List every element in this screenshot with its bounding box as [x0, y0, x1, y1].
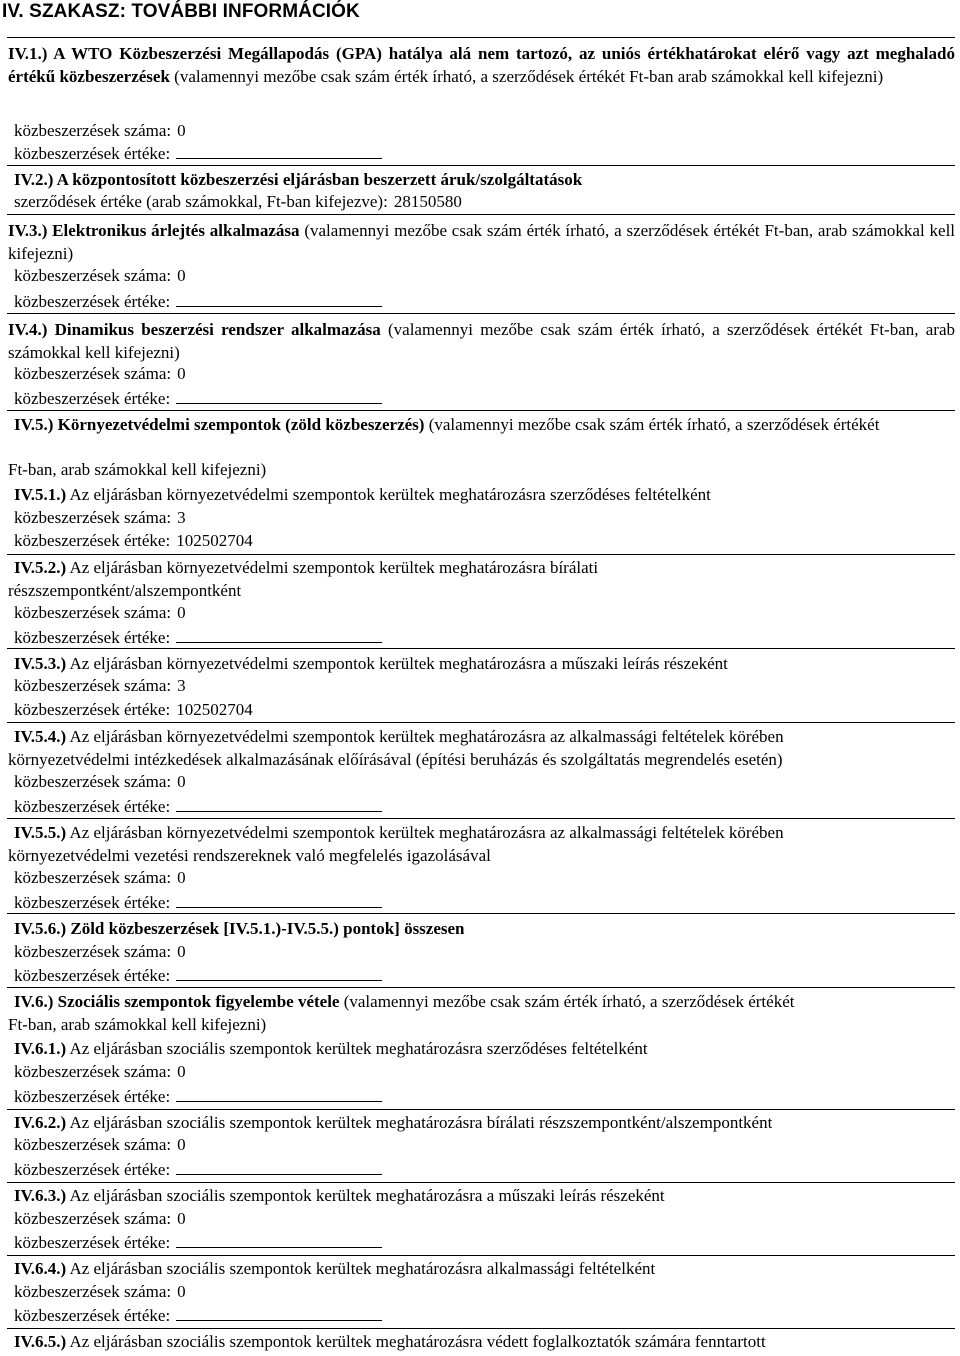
value-label: közbeszerzések értéke:: [14, 1160, 171, 1179]
section-iv3-value-row: [14, 292, 382, 310]
section-text: Az eljárásban környezetvédelmi szempontok kerültek meghatározásra szerződéses feltételként: [69, 485, 711, 504]
section-iv1-count-row: [14, 122, 186, 139]
section-iv52-text-line2: részszempontként/alszempontként: [8, 581, 242, 600]
separator: [7, 214, 955, 215]
value-blank: [176, 893, 382, 908]
separator: [7, 913, 955, 914]
separator: [7, 818, 955, 819]
count-label: közbeszerzések száma:: [14, 676, 172, 695]
count-value: 0: [177, 603, 186, 622]
section-iv5-note-line1: (valamennyi mezőbe csak szám érték írható, a szerződések értékét: [428, 415, 880, 434]
section-iv1-note: (valamennyi mezőbe csak szám érték írható, a szerződések értékét Ft-ban arab számokkal kell kifejezni): [174, 67, 884, 86]
separator: [7, 313, 955, 314]
value-label: közbeszerzések értéke:: [14, 292, 171, 311]
section-iv53-count-row: [14, 677, 186, 694]
count-value: 0: [177, 868, 186, 887]
count-label: közbeszerzések száma:: [14, 1062, 172, 1081]
section-iv1-title: IV.1.) A WTO Közbeszerzési Megállapodás (GPA) hatálya alá nem tartozó, az uniós értékhatárokat elérő vagy azt meghaladó értékű közbeszerzések: [8, 44, 955, 86]
section-number: IV.5.1.): [14, 485, 67, 504]
section-iv51-heading: [14, 486, 711, 503]
section-iv51-count-row: [14, 509, 186, 526]
count-value: 0: [177, 121, 186, 140]
section-iv6-heading: [14, 993, 794, 1010]
count-label: közbeszerzések száma:: [14, 942, 172, 961]
count-value: 0: [177, 1062, 186, 1081]
section-iv64-count-row: [14, 1283, 186, 1300]
section-iv54-value-row: [14, 797, 382, 815]
separator: [7, 165, 955, 166]
separator: [7, 1182, 955, 1183]
value-label: közbeszerzések értéke:: [14, 531, 171, 550]
separator: [7, 1109, 955, 1110]
value-label: közbeszerzések értéke:: [14, 700, 171, 719]
section-text: Az eljárásban szociális szempontok kerültek meghatározásra a műszaki leírás részeként: [69, 1186, 665, 1205]
section-iv52-value-row: [14, 628, 382, 646]
value-label: közbeszerzések értéke:: [14, 893, 171, 912]
section-iv53-value-row: [14, 701, 253, 718]
count-value: 0: [177, 772, 186, 791]
section-iv4-value-row: [14, 389, 382, 407]
separator: [7, 648, 955, 649]
section-text: Az eljárásban környezetvédelmi szempontok kerültek meghatározásra a műszaki leírás részeként: [69, 654, 728, 673]
section-iv54-heading: [14, 728, 784, 745]
section-iv1-value-row: [14, 144, 382, 162]
section-text: Az eljárásban környezetvédelmi szempontok kerültek meghatározásra az alkalmassági feltételek körében: [69, 727, 784, 746]
section-number: IV.6.1.): [14, 1039, 67, 1058]
section-iv63-heading: [14, 1187, 665, 1204]
section-iv61-heading: [14, 1040, 648, 1057]
section-iv3-note: (valamennyi mezőbe csak szám érték írható, a szerződések értékét Ft-ban, arab számokkal kell kifejezni): [8, 221, 956, 263]
section-iv65-heading: [14, 1333, 766, 1350]
count-value: 0: [177, 1135, 186, 1154]
value-blank: [176, 389, 382, 404]
section-iv62-value-row: [14, 1160, 382, 1178]
section-iv64-heading: [14, 1260, 655, 1277]
value-blank: [176, 144, 382, 159]
value-label: közbeszerzések értéke:: [14, 144, 171, 163]
count-value: 0: [177, 364, 186, 383]
section-iv62-heading: [14, 1114, 772, 1131]
section-number: IV.6.5.): [14, 1332, 67, 1351]
value-blank: [176, 1087, 382, 1102]
section-text: Az eljárásban szociális szempontok kerültek meghatározásra szerződéses feltételként: [69, 1039, 648, 1058]
section-iv3-title: IV.3.) Elektronikus árlejtés alkalmazása: [8, 221, 300, 240]
count-label: közbeszerzések száma:: [14, 1282, 172, 1301]
value-blank: [176, 628, 382, 643]
section-iv56-count-row: [14, 943, 186, 960]
value-amount: 102502704: [176, 700, 253, 719]
count-label: közbeszerzések száma:: [14, 868, 172, 887]
value-blank: [176, 1160, 382, 1175]
separator: [7, 722, 955, 723]
section-number: IV.5.4.): [14, 727, 67, 746]
section-iv6-title: IV.6.) Szociális szempontok figyelembe vétele: [14, 992, 340, 1011]
value-blank: [176, 292, 382, 307]
section-number: IV.6.4.): [14, 1259, 67, 1278]
count-label: közbeszerzések száma:: [14, 1135, 172, 1154]
value-label: közbeszerzések értéke:: [14, 628, 171, 647]
section-iv5-note-line2: Ft-ban, arab számokkal kell kifejezni): [8, 460, 267, 479]
section-iv4-title: IV.4.) Dinamikus beszerzési rendszer alkalmazása: [8, 320, 381, 339]
value-label: közbeszerzések értéke:: [14, 797, 171, 816]
section-iv6-note-line1: (valamennyi mezőbe csak szám érték írható, a szerződések értékét: [343, 992, 795, 1011]
section-text: Az eljárásban szociális szempontok kerültek meghatározásra védett foglalkoztatók számára fenntartott: [69, 1332, 766, 1351]
value-blank: [176, 797, 382, 812]
count-label: közbeszerzések száma:: [14, 1209, 172, 1228]
section-number: IV.5.5.): [14, 823, 67, 842]
section-number: IV.5.3.): [14, 654, 67, 673]
section-iv52-heading: [14, 559, 598, 576]
page-title: IV. SZAKASZ: TOVÁBBI INFORMÁCIÓK: [2, 1, 360, 22]
value-blank: [176, 1306, 382, 1321]
section-iv56-value-row: [14, 966, 382, 984]
section-number: IV.6.2.): [14, 1113, 67, 1132]
section-iv64-value-row: [14, 1306, 382, 1324]
section-iv6-note-line2: Ft-ban, arab számokkal kell kifejezni): [8, 1015, 267, 1034]
separator: [7, 37, 955, 38]
section-iv55-heading: [14, 824, 784, 841]
section-text: Az eljárásban környezetvédelmi szempontok kerültek meghatározásra bírálati: [69, 558, 599, 577]
section-text: Az eljárásban környezetvédelmi szempontok kerültek meghatározásra az alkalmassági feltételek körében: [69, 823, 784, 842]
value-blank: [176, 1233, 382, 1248]
count-label: közbeszerzések száma:: [14, 772, 172, 791]
section-iv52-count-row: [14, 604, 186, 621]
section-iv56-title: IV.5.6.) Zöld közbeszerzések [IV.5.1.)-IV.5.5.) pontok] összesen: [14, 919, 465, 938]
section-iv4-note: (valamennyi mezőbe csak szám érték írható, a szerződések értékét Ft-ban, arab számokkal kell kifejezni): [8, 320, 956, 362]
section-iv4-count-row: [14, 365, 186, 382]
section-iv55-text-line2: környezetvédelmi vezetési rendszereknek való megfelelés igazolásával: [8, 846, 491, 865]
value-label: közbeszerzések értéke:: [14, 1306, 171, 1325]
section-iv61-value-row: [14, 1087, 382, 1105]
separator: [7, 410, 955, 411]
count-label: közbeszerzések száma:: [14, 603, 172, 622]
section-iv61-count-row: [14, 1063, 186, 1080]
count-value: 3: [177, 508, 186, 527]
section-iv53-heading: [14, 655, 728, 672]
section-iv2-value-row: [14, 193, 462, 210]
section-iv62-count-row: [14, 1136, 186, 1153]
count-label: közbeszerzések száma:: [14, 121, 172, 140]
count-value: 0: [177, 942, 186, 961]
section-iv5-title: IV.5.) Környezetvédelmi szempontok (zöld közbeszerzés): [14, 415, 425, 434]
section-iv4-heading: [8, 318, 955, 364]
section-iv63-count-row: [14, 1210, 186, 1227]
count-value: 3: [177, 676, 186, 695]
section-iv55-count-row: [14, 869, 186, 886]
value-label: szerződések értéke (arab számokkal, Ft-ban kifejezve):: [14, 192, 388, 211]
count-label: közbeszerzések száma:: [14, 508, 172, 527]
value-label: közbeszerzések értéke:: [14, 1087, 171, 1106]
section-iv3-count-row: [14, 267, 186, 284]
count-value: 0: [177, 266, 186, 285]
value-amount: 102502704: [176, 531, 253, 550]
separator: [7, 1328, 955, 1329]
count-label: közbeszerzések száma:: [14, 266, 172, 285]
section-iv54-count-row: [14, 773, 186, 790]
section-iv63-value-row: [14, 1233, 382, 1251]
value-label: közbeszerzések értéke:: [14, 389, 171, 408]
section-number: IV.6.3.): [14, 1186, 67, 1205]
section-iv2-title: IV.2.) A központosított közbeszerzési eljárásban beszerzett áruk/szolgáltatások: [14, 170, 583, 189]
section-text: Az eljárásban szociális szempontok kerültek meghatározásra alkalmassági feltételként: [69, 1259, 656, 1278]
separator: [7, 554, 955, 555]
section-number: IV.5.2.): [14, 558, 67, 577]
section-iv54-text-line2: környezetvédelmi intézkedések alkalmazásának előírásával (építési beruházás és szolgáltatás megrendelés esetén): [8, 750, 783, 769]
section-iv5-heading: [14, 416, 879, 433]
section-iv3-heading: [8, 219, 955, 265]
section-text: Az eljárásban szociális szempontok kerültek meghatározásra bírálati részszempontként/alszempontként: [69, 1113, 773, 1132]
value-blank: [176, 966, 382, 981]
value-label: közbeszerzések értéke:: [14, 1233, 171, 1252]
separator: [7, 987, 955, 988]
section-iv55-value-row: [14, 893, 382, 911]
count-value: 0: [177, 1282, 186, 1301]
count-value: 0: [177, 1209, 186, 1228]
value-label: közbeszerzések értéke:: [14, 966, 171, 985]
value-amount: 28150580: [393, 192, 462, 211]
separator: [7, 1255, 955, 1256]
count-label: közbeszerzések száma:: [14, 364, 172, 383]
section-iv51-value-row: [14, 532, 253, 549]
section-iv1-heading: [8, 42, 955, 88]
